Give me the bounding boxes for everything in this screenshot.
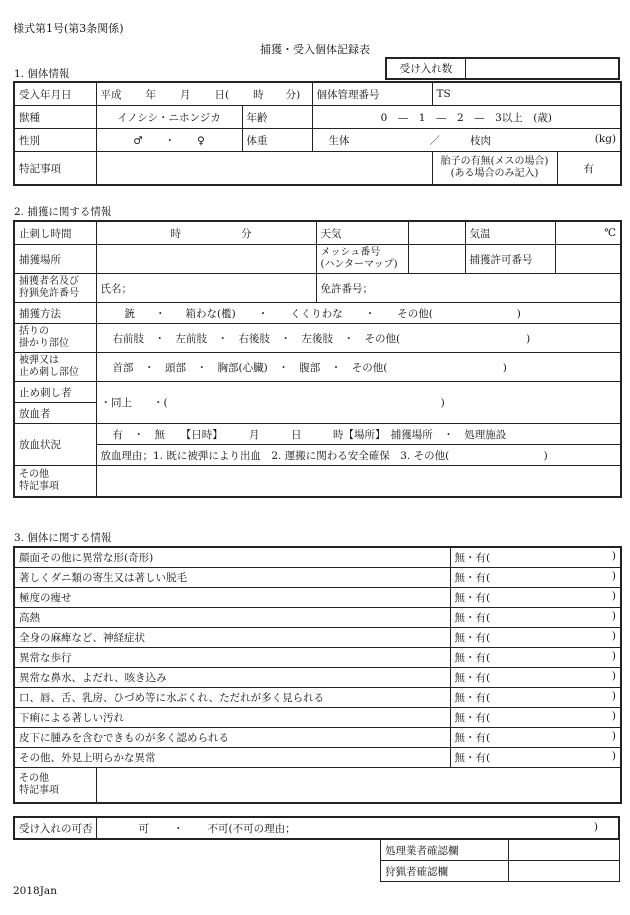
male-icon: ♂ — [133, 134, 143, 147]
stab-time-label: 止刺し時間 — [14, 221, 96, 245]
era-label: 平成 — [100, 88, 122, 101]
receive-date-field[interactable] — [96, 82, 312, 106]
other-notes-field[interactable] — [96, 768, 621, 804]
hunter-name-field[interactable] — [96, 274, 316, 303]
table-row — [14, 568, 621, 588]
choice-text: 無・有( — [454, 592, 491, 604]
received-count-input[interactable] — [466, 58, 620, 79]
bleeding-datetime-field[interactable]: 有 ・ 無 【日時】 月 日 時【場所】 捕獲場所 ・ 処理施設 — [96, 424, 621, 445]
sex-label: 性別 — [14, 129, 96, 152]
species-field[interactable]: イノシシ・ニホンジカ — [96, 106, 242, 129]
table-row — [14, 628, 621, 648]
separator: ・ — [257, 307, 269, 320]
form-title: 捕獲・受入個体記録表 — [260, 43, 370, 56]
choice-text: 無・有( — [454, 572, 491, 584]
symptom-choice[interactable] — [450, 568, 621, 588]
other-notes-label: その他 特記事項 — [14, 768, 96, 804]
section-2-title: 2. 捕獲に関する情報 — [14, 206, 112, 218]
symptom-label: 全身の麻痺など、神経症状 — [14, 628, 450, 648]
close-paren: ) — [611, 550, 617, 562]
choice-text: 無・有( — [454, 612, 491, 624]
choice-text: 無・有( — [454, 552, 491, 564]
receive-date-label: 受入年月日 — [14, 82, 96, 106]
female-icon: ♀ — [197, 134, 205, 147]
celsius-unit: ℃ — [604, 227, 616, 239]
trap-part-field[interactable]: 右前肢 ・ 左前肢 ・ 右後肢 ・ 左後肢 ・ その他( ) — [96, 324, 621, 353]
day-label: 日( — [214, 88, 230, 101]
notes-label: 特記事項 — [14, 152, 96, 186]
temp-label: 気温 — [465, 221, 555, 245]
close-paren: ) — [611, 630, 617, 642]
bleeder-label: 放血者 — [14, 403, 96, 424]
separator: ・ — [173, 822, 184, 835]
symptom-choice[interactable] — [450, 628, 621, 648]
form-number: 様式第1号(第3条関係) — [13, 22, 124, 35]
acceptance-field[interactable] — [96, 817, 619, 839]
symptom-choice[interactable] — [450, 748, 621, 768]
stabber-label: 止め刺し者 — [14, 382, 96, 403]
table-row — [14, 728, 621, 748]
weight-field[interactable] — [312, 129, 621, 152]
kg-unit: (kg) — [594, 132, 617, 145]
choice-text: 無・有( — [454, 672, 491, 684]
symptom-label: 極度の痩せ — [14, 588, 450, 608]
fetus-field[interactable]: 有 — [557, 152, 621, 186]
month-label: 月 — [180, 88, 191, 101]
mesh-label: メッシュ番号 (ハンターマップ) — [316, 245, 408, 274]
close-paren: ) — [611, 710, 617, 722]
section-1-title: 1. 個体情報 — [14, 68, 70, 80]
choice-text: 無・有( — [454, 652, 491, 664]
mgmt-no-label: 個体管理番号 — [312, 82, 432, 106]
close-paren: ) — [593, 820, 598, 833]
acceptance-table — [13, 816, 620, 840]
method-gun[interactable]: 銃 — [124, 307, 135, 320]
processor-confirm-field[interactable] — [509, 840, 620, 861]
symptom-label: 異常な鼻水、よだれ、咳き込み — [14, 668, 450, 688]
section-3-table — [13, 546, 622, 804]
method-label: 捕獲方法 — [14, 303, 96, 324]
acceptance-label: 受け入れの可否 — [14, 817, 96, 839]
close-paren: ) — [611, 650, 617, 662]
symptom-choice[interactable] — [450, 708, 621, 728]
year-label: 年 — [145, 88, 156, 101]
close-paren: ) — [611, 670, 617, 682]
shot-part-field[interactable]: 首部 ・ 頭部 ・ 胸部(心臓) ・ 腹部 ・ その他( ) — [96, 353, 621, 382]
shot-part-label: 被弾又は 止め刺し部位 — [14, 353, 96, 382]
separator: ・ — [364, 307, 376, 320]
minute-label: 分) — [285, 88, 301, 101]
choice-text: 無・有( — [454, 712, 491, 724]
other-notes-field[interactable] — [96, 466, 621, 498]
stab-time-field[interactable] — [96, 221, 316, 245]
place-label: 捕獲場所 — [14, 245, 96, 274]
table-row — [14, 608, 621, 628]
symptom-label: その他、外見上明らかな異常 — [14, 748, 450, 768]
mgmt-no-field[interactable] — [432, 82, 621, 106]
weather-field[interactable] — [408, 221, 465, 245]
age-label: 年齢 — [242, 106, 312, 129]
choice-text: 無・有( — [454, 692, 491, 704]
close-paren: ) — [611, 730, 617, 742]
choice-text: 無・有( — [454, 632, 491, 644]
table-row — [14, 708, 621, 728]
symptom-choice[interactable] — [450, 588, 621, 608]
separator: ・ — [155, 307, 166, 320]
accept-ok-option[interactable]: 可 — [138, 822, 149, 835]
other-notes-label: その他 特記事項 — [14, 466, 96, 498]
footer-date: 2018Jan — [13, 885, 57, 897]
symptom-label: 高熱 — [14, 608, 450, 628]
method-other[interactable]: その他( ) — [397, 307, 521, 320]
sex-field[interactable] — [96, 129, 242, 152]
close-paren: ) — [611, 690, 617, 702]
age-field[interactable]: 0 — 1 — 2 — 3以上 (歳) — [312, 106, 621, 129]
method-snare[interactable]: くくりわな — [290, 307, 343, 320]
hunter-confirm-field[interactable] — [509, 861, 620, 882]
symptom-choice[interactable] — [450, 688, 621, 708]
close-paren: ) — [611, 570, 617, 582]
weather-label: 天気 — [316, 221, 408, 245]
symptom-label: 下痢による著しい汚れ — [14, 708, 450, 728]
table-row — [14, 547, 621, 568]
close-paren: ) — [611, 610, 617, 622]
notes-field[interactable] — [96, 152, 432, 186]
temp-field[interactable] — [555, 221, 621, 245]
species-label: 獣種 — [14, 106, 96, 129]
confirmation-table — [380, 840, 620, 882]
section-2-table — [13, 220, 622, 498]
carcass-weight-label: 枝肉 — [470, 134, 492, 147]
place-field[interactable] — [96, 245, 316, 274]
hour-label: 時 — [253, 88, 264, 101]
bleeding-label: 放血状況 — [14, 424, 96, 466]
method-box-trap[interactable]: 箱わな(檻) — [185, 307, 236, 320]
permit-label: 捕獲許可番号 — [465, 245, 555, 274]
symptom-choice[interactable] — [450, 608, 621, 628]
choice-text: 無・有( — [454, 752, 491, 764]
table-row — [14, 688, 621, 708]
section-1-table — [13, 81, 622, 186]
symptom-label: 口、唇、舌、乳房、ひづめ等に水ぶくれ、ただれが多く見られる — [14, 688, 450, 708]
stabber-field[interactable]: ・同上 ・( ) — [96, 382, 621, 424]
method-field[interactable] — [96, 303, 621, 324]
section-3-title: 3. 個体に関する情報 — [14, 532, 112, 544]
symptom-choice[interactable] — [450, 728, 621, 748]
minute-label: 分 — [241, 227, 252, 240]
close-paren: ) — [611, 590, 617, 602]
permit-field[interactable] — [555, 245, 621, 274]
table-row — [14, 668, 621, 688]
symptom-choice[interactable] — [450, 648, 621, 668]
slash: ／ — [429, 134, 441, 147]
hunter-label: 捕獲者名及び 狩猟免許番号 — [14, 274, 96, 303]
processor-confirm-label: 処理業者確認欄 — [381, 840, 509, 861]
symptom-label: 著しくダニ類の寄生又は著しい脱毛 — [14, 568, 450, 588]
trap-part-label: 括りの 掛かり部位 — [14, 324, 96, 353]
table-row — [14, 588, 621, 608]
hour-label: 時 — [170, 227, 181, 240]
table-row — [14, 648, 621, 668]
received-count-label: 受け入れ数 — [386, 58, 466, 79]
weight-label: 体重 — [242, 129, 312, 152]
symptom-choice[interactable] — [450, 547, 621, 568]
table-row — [14, 748, 621, 768]
fetus-label: 胎子の有無(メスの場合) (ある場合のみ記入) — [432, 152, 557, 186]
symptom-label: 異常な歩行 — [14, 648, 450, 668]
mgmt-no-prefix: TS — [436, 88, 451, 100]
symptom-label: 顔面その他に異常な形(奇形) — [14, 547, 450, 568]
choice-text: 無・有( — [454, 732, 491, 744]
accept-ng-option[interactable]: 不可(不可の理由； — [207, 822, 296, 835]
mesh-field[interactable] — [408, 245, 465, 274]
license-label: 免許番号； — [320, 282, 373, 295]
live-weight-label: 生体 — [328, 134, 350, 147]
received-count-box — [385, 57, 620, 80]
bleeding-reason-field[interactable]: 放血理由；1. 既に被弾により出血 2. 運搬に関わる安全確保 3. その他( ) — [96, 445, 621, 466]
separator: ・ — [164, 134, 176, 147]
symptom-label: 皮下に腫みを含むできものが多く認められる — [14, 728, 450, 748]
name-label: 氏名； — [100, 282, 132, 295]
hunter-confirm-label: 狩猟者確認欄 — [381, 861, 509, 882]
symptom-choice[interactable] — [450, 668, 621, 688]
license-field[interactable] — [316, 274, 621, 303]
close-paren: ) — [611, 750, 617, 762]
